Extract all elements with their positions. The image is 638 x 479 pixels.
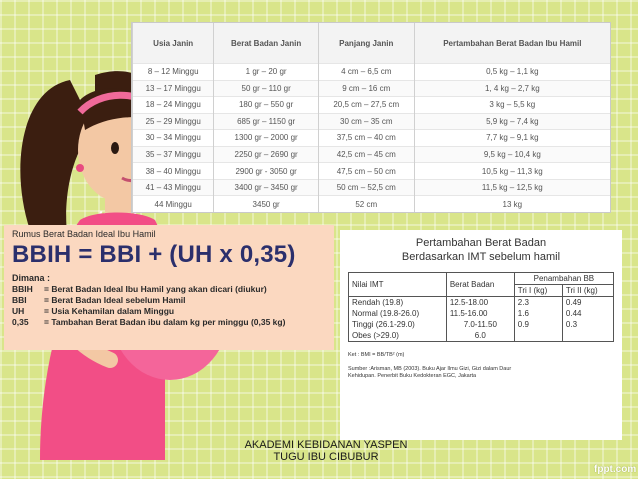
table-cell: 1 gr – 20 gr — [214, 64, 319, 81]
table-row — [133, 130, 611, 147]
table-cell: 41 – 43 Minggu — [133, 179, 214, 196]
table-cell: 12.5-18.00 — [446, 297, 514, 309]
table-cell: 9 cm – 16 cm — [318, 80, 414, 97]
definition-row — [12, 306, 326, 317]
table-cell: 5,9 kg – 7,4 kg — [414, 113, 610, 130]
org-line1: AKADEMI KEBIDANAN YASPEN — [244, 439, 408, 451]
table-cell: 18 – 24 Minggu — [133, 97, 214, 114]
table-cell: 8 – 12 Minggu — [133, 64, 214, 81]
table-row — [133, 196, 611, 212]
table-cell: Obes (>29.0) — [349, 330, 447, 342]
table-cell: 3 kg – 5,5 kg — [414, 97, 610, 114]
table-cell: 0.44 — [562, 308, 613, 319]
table-cell: 1, 4 kg – 2,7 kg — [414, 80, 610, 97]
header-pertambahan-berat: Pertambahan Berat Badan Ibu Hamil — [414, 23, 610, 64]
table-row — [133, 163, 611, 180]
header-berat-badan-janin: Berat Badan Janin — [214, 23, 319, 64]
table-cell: 2.3 — [514, 297, 562, 309]
definition-desc: = Berat Badan Ideal Ibu Hamil yang akan dicari (diukur) — [44, 284, 267, 294]
table-cell: 2900 gr - 3050 gr — [214, 163, 319, 180]
definition-row — [12, 295, 326, 306]
table-cell: 50 gr – 110 gr — [214, 80, 319, 97]
formula-main: BBIH = BBI + (UH x 0,35) — [12, 241, 296, 268]
table-cell: 180 gr – 550 gr — [214, 97, 319, 114]
definition-key: 0,35 — [12, 317, 29, 327]
table-cell: 52 cm — [318, 196, 414, 212]
table-row — [133, 113, 611, 130]
table-cell — [514, 330, 562, 342]
table-cell: 1300 gr – 2000 gr — [214, 130, 319, 147]
table-cell: 685 gr – 1150 gr — [214, 113, 319, 130]
table-cell: 0,5 kg – 1,1 kg — [414, 64, 610, 81]
table-cell: Normal (19.8-26.0) — [349, 308, 447, 319]
organization-name — [226, 439, 426, 463]
definition-desc: = Tambahan Berat Badan ibu dalam kg per minggu (0,35 kg) — [44, 317, 286, 327]
imt-header-nilai: Nilai IMT — [349, 273, 447, 297]
definition-key: UH — [12, 306, 25, 316]
table-row — [349, 330, 614, 342]
table-row — [133, 80, 611, 97]
imt-table — [348, 272, 614, 342]
definition-row — [12, 284, 326, 295]
table-cell: Rendah (19.8) — [349, 297, 447, 309]
imt-header-tri2: Tri II (kg) — [562, 285, 613, 297]
table-cell: 10,5 kg – 11,3 kg — [414, 163, 610, 180]
definition-row — [12, 317, 326, 328]
imt-header-berat: Berat Badan — [446, 273, 514, 297]
imt-header-tri1: Tri I (kg) — [514, 285, 562, 297]
formula-box — [4, 225, 334, 350]
table-cell: Tinggi (26.1-29.0) — [349, 319, 447, 330]
table-row — [133, 179, 611, 196]
org-line2: TUGU IBU CIBUBUR — [273, 451, 379, 463]
table-cell: 44 Minggu — [133, 196, 214, 212]
table-cell: 13 – 17 Minggu — [133, 80, 214, 97]
table-cell: 38 – 40 Minggu — [133, 163, 214, 180]
table-cell: 11.5-16.00 — [446, 308, 514, 319]
imt-source-line2: Kehidupan. Penerbit Buku Kedokteran EGC, Jakarta — [348, 373, 477, 379]
fetal-table-header — [133, 23, 611, 64]
table-cell: 50 cm – 52,5 cm — [318, 179, 414, 196]
table-cell: 4 cm – 6,5 cm — [318, 64, 414, 81]
table-row — [133, 146, 611, 163]
header-panjang-janin: Panjang Janin — [318, 23, 414, 64]
table-row — [349, 319, 614, 330]
table-cell: 3400 gr – 3450 gr — [214, 179, 319, 196]
imt-title-line1: Pertambahan Berat Badan — [415, 237, 547, 249]
brand-watermark: fppt.com — [594, 464, 637, 475]
table-cell: 0.9 — [514, 319, 562, 330]
imt-source — [348, 366, 614, 380]
table-cell: 30 cm – 35 cm — [318, 113, 414, 130]
formula-dimana: Dimana : — [12, 273, 51, 283]
imt-panel — [340, 230, 622, 440]
table-cell: 7.0-11.50 — [446, 319, 514, 330]
table-cell: 1.6 — [514, 308, 562, 319]
table-cell: 42,5 cm – 45 cm — [318, 146, 414, 163]
table-cell: 0.3 — [562, 319, 613, 330]
table-cell: 25 – 29 Minggu — [133, 113, 214, 130]
table-row — [349, 297, 614, 309]
imt-title-line2: Berdasarkan IMT sebelum hamil — [401, 251, 561, 263]
fetal-growth-table — [131, 22, 611, 213]
imt-note: Ket : BMI = BB/TB² (m) — [348, 352, 405, 358]
table-cell: 20,5 cm – 27,5 cm — [318, 97, 414, 114]
imt-source-line1: Sumber :Arisman, MB (2003). Buku Ajar Ilmu Gizi, Gizi dalam Daur — [348, 366, 512, 372]
header-usia-janin: Usia Janin — [133, 23, 214, 64]
table-row — [133, 64, 611, 81]
table-cell: 35 – 37 Minggu — [133, 146, 214, 163]
definition-key: BBI — [12, 295, 27, 305]
table-cell: 37,5 cm – 40 cm — [318, 130, 414, 147]
table-cell: 30 – 34 Minggu — [133, 130, 214, 147]
definition-desc: = Usia Kehamilan dalam Minggu — [44, 306, 175, 316]
definition-key: BBIH — [12, 284, 33, 294]
table-cell: 9,5 kg – 10,4 kg — [414, 146, 610, 163]
table-row — [133, 97, 611, 114]
imt-header-penambahan: Penambahan BB — [514, 273, 613, 285]
table-cell: 0.49 — [562, 297, 613, 309]
table-cell: 7,7 kg – 9,1 kg — [414, 130, 610, 147]
table-cell — [562, 330, 613, 342]
definition-desc: = Berat Badan Ideal sebelum Hamil — [44, 295, 186, 305]
table-row — [349, 308, 614, 319]
table-cell: 6.0 — [446, 330, 514, 342]
formula-title: Rumus Berat Badan Ideal Ibu Hamil — [12, 229, 156, 239]
table-cell: 13 kg — [414, 196, 610, 212]
table-cell: 3450 gr — [214, 196, 319, 212]
table-cell: 11,5 kg – 12,5 kg — [414, 179, 610, 196]
table-cell: 47,5 cm – 50 cm — [318, 163, 414, 180]
table-cell: 2250 gr – 2690 gr — [214, 146, 319, 163]
imt-header-row — [349, 273, 614, 285]
